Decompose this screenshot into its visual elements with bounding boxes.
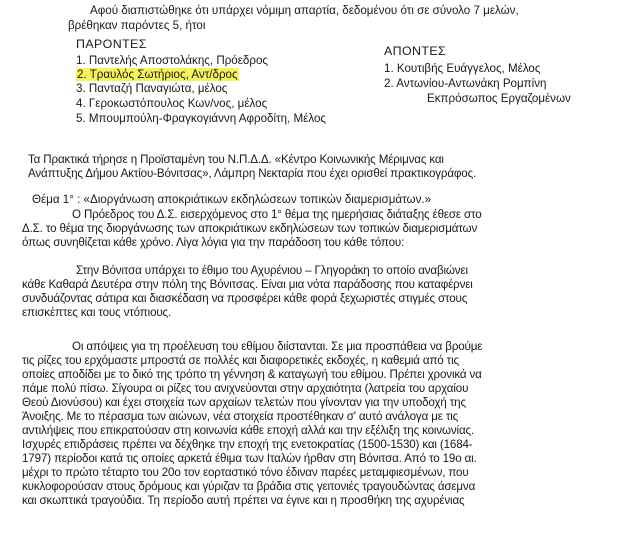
p3-line-10: μέχρι το πρώτο τέταρτο του 20ο τον εορταστικό τόνο έδιναν παρέες μεταμφιεσμένων, που bbox=[22, 466, 469, 479]
p3-line-1: Οι απόψεις για τη προέλευση του εθίμου διίστανται. Σε μια προσπάθεια να βρούμε bbox=[72, 340, 483, 353]
p1-line-3: όπως συνηθίζεται κάθε χρόνο. Λίγα λόγια για την παράδοση του κάθε τόπου: bbox=[22, 236, 405, 249]
p1-line-2: Δ.Σ. το θέμα της διοργάνωσης των αποκριάτικων εκδηλώσεων των τοπικών διαμερισμάτων bbox=[22, 222, 478, 235]
present-heading: ΠΑΡΟΝΤΕΣ bbox=[76, 37, 147, 51]
p2-line-2: κάθε Καθαρά Δευτέρα στην πόλη της Βόνιτσας. Είναι μια νότα παράδοσης που καταφέρνει bbox=[22, 278, 473, 291]
present-item-5: 5. Μπουμπούλη-Φραγκογιάννη Αφροδίτη, Μέλος bbox=[76, 112, 327, 125]
p3-line-9: 1797) περίοδοι κατά τις οποίες αρκετά έθιμα των Ιταλών ήρθαν στη Βόνιτσα. Από το 19ο αι. bbox=[22, 452, 477, 465]
topic-title: Θέμα 1° : «Διοργάνωση αποκριάτικων εκδηλώσεων τοπικών διαμερισμάτων.» bbox=[32, 193, 432, 206]
p3-line-4: πάμε πολύ πίσω. Σίγουρα οι ρίζες του ανιχνεύονται στην αρχαιότητα (λατρεία του αρχαίου bbox=[22, 382, 469, 395]
present-item-1: 1. Παντελής Αποστολάκης, Πρόεδρος bbox=[76, 54, 269, 67]
intro-line-2: βρέθηκαν παρόντες 5, ήτοι bbox=[68, 19, 206, 32]
p3-line-2: τις ρίζες του ερχόμαστε μπροστά σε πολλές και διαφορετικές εκδοχές, η καθεμιά από τις bbox=[22, 354, 459, 367]
present-item-3: 3. Πανταζή Παναγιώτα, μέλος bbox=[76, 82, 228, 95]
p3-line-8: Ισχυρές επιδράσεις πρέπει να δέχθηκε την εποχή της ενετοκρατίας (1500-1530) και (1684- bbox=[22, 438, 473, 451]
present-item-4: 4. Γεροκωστόπουλος Κων/νος, μέλος bbox=[76, 97, 268, 110]
absent-item-2-role: Εκπρόσωπος Εργαζομένων bbox=[427, 92, 571, 105]
absent-item-2: 2. Αντωνίου-Αντωνάκη Ρομπίνη bbox=[384, 77, 547, 90]
minutes-line-2: Ανάπτυξης Δήμου Ακτίου-Βόνιτσας», Λάμπρη Νεκταρία που έχει ορισθεί πρακτικογράφος. bbox=[28, 167, 477, 180]
minutes-line-1: Τα Πρακτικά τήρησε η Προϊσταμένη του Ν.Π.Δ.Δ. «Κέντρο Κοινωνικής Μέριμνας και bbox=[28, 153, 444, 166]
absent-item-1: 1. Κουτιβής Ευάγγελος, Μέλος bbox=[384, 62, 541, 75]
p2-line-3: συνδυάζοντας σάτιρα και διασκέδαση να προσφέρει κάθε φορά ξεχωριστές στιγμές στους bbox=[22, 292, 468, 305]
intro-line-1: Αφού διαπιστώθηκε ότι υπάρχει νόμιμη απαρτία, δεδομένου ότι σε σύνολο 7 μελών, bbox=[90, 4, 519, 17]
p3-line-3: οποίες αποδίδει με το δικό της τρόπο τη γέννηση & καταγωγή του εθίμου. Πρέπει χρονικά να bbox=[22, 368, 482, 381]
p1-line-1: Ο Πρόεδρος του Δ.Σ. εισερχόμενος στο 1° θέμα της ημερήσιας διάταξης έθεσε στο bbox=[72, 208, 482, 221]
p2-line-4: επισκέπτες και τους ντόπιους. bbox=[22, 306, 172, 319]
p3-line-6: Άνοιξης. Με το πέρασμα των αιώνων, νέα στοιχεία προστέθηκαν σ' αυτό ανάλογα με τις bbox=[22, 410, 459, 423]
present-item-2 bbox=[76, 68, 239, 81]
p2-line-1: Στην Βόνιτσα υπάρχει το έθιμο του Αχυρένιου – Γληγοράκη το οποίο αναβιώνει bbox=[76, 264, 468, 277]
p3-line-7: αντιλήψεις που επικρατούσαν στη κοινωνία κάθε εποχή αλλά και την εξέλιξη της κοινωνίας. bbox=[22, 424, 475, 437]
absent-heading: ΑΠΟΝΤΕΣ bbox=[384, 44, 447, 58]
p3-line-11: κυκλοφορούσαν στους δρόμους και γύριζαν τα βράδια στις γειτονιές τραγουδώντας άσεμνα bbox=[22, 480, 476, 493]
p3-line-5: Θεού Διονύσου) και έχει στοιχεία των αρχαίων τελετών που γίνονταν για την υποδοχή της bbox=[22, 396, 466, 409]
p3-line-12: και σκωπτικά τραγούδια. Τη περίοδο αυτή πρέπει να έγινε και η προσθήκη της αχυρένιας bbox=[22, 494, 465, 507]
present-item-2-highlight: 2. Τραυλός Σωτήριος, Αντ/δρος bbox=[77, 68, 238, 81]
